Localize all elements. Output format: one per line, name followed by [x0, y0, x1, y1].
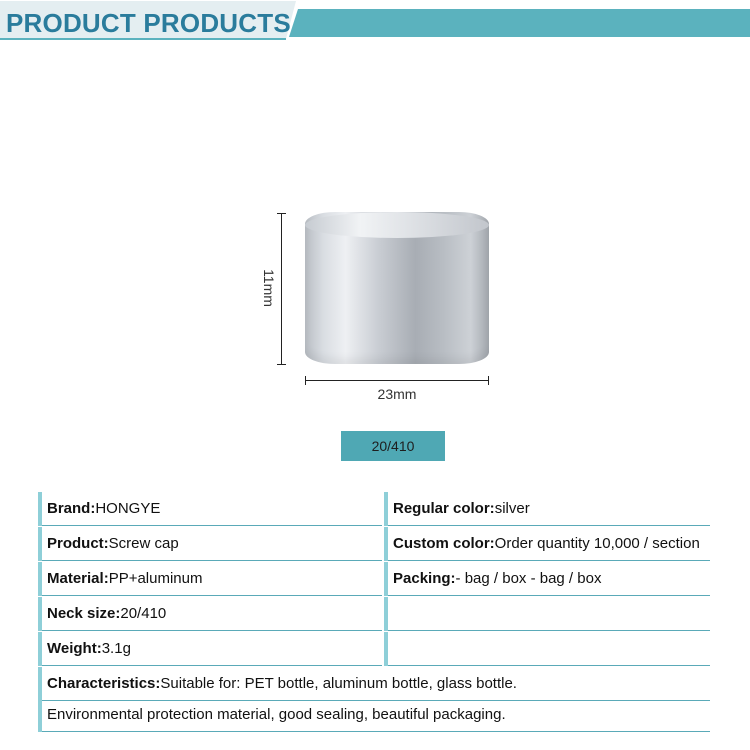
spec-cell-product [38, 527, 382, 561]
page-title: PRODUCT PRODUCTS [6, 8, 291, 38]
width-dimension-tick-right [488, 376, 489, 385]
spec-value: PP+aluminum [108, 570, 203, 587]
spec-row [38, 667, 710, 701]
spec-key: Custom color: [393, 535, 495, 552]
spec-row [38, 527, 710, 561]
row-underline [388, 560, 710, 561]
spec-cell-regular-color [384, 492, 710, 526]
height-dimension-tick-top [277, 213, 286, 214]
height-dimension-line [281, 213, 282, 365]
neck-size-badge: 20/410 [341, 431, 445, 461]
spec-key: Packing: [393, 570, 456, 587]
spec-cell-packing [384, 562, 710, 596]
width-dimension-tick-left [305, 376, 306, 385]
row-underline [388, 595, 710, 596]
spec-row [38, 597, 710, 631]
height-dimension-tick-bottom [277, 364, 286, 365]
product-figure [240, 200, 510, 410]
row-underline [42, 665, 382, 666]
spec-value: silver [494, 500, 530, 517]
spec-value: Order quantity 10,000 / section [494, 535, 700, 552]
row-underline [42, 630, 382, 631]
spec-key: Product: [47, 535, 109, 552]
spec-cell-note: Environmental protection material, good sealing, beautiful packaging. [47, 706, 506, 723]
width-dimension-line [305, 380, 489, 381]
row-underline [388, 525, 710, 526]
spec-key: Neck size: [47, 605, 121, 622]
spec-key: Characteristics: [47, 675, 161, 692]
row-underline [42, 560, 382, 561]
spec-cell-brand [38, 492, 382, 526]
spec-key: Weight: [47, 640, 102, 657]
spec-cell-weight [38, 632, 382, 666]
spec-cell-custom-color [384, 527, 710, 561]
row-underline [388, 665, 710, 666]
spec-row [38, 632, 710, 666]
row-underline [42, 525, 382, 526]
header-banner [0, 0, 750, 43]
spec-value: 3.1g [101, 640, 131, 657]
spec-value: HONGYE [95, 500, 161, 517]
height-dimension-label: 11mm [261, 269, 277, 307]
spec-table [0, 492, 750, 732]
spec-cell-material [38, 562, 382, 596]
spec-key: Regular color: [393, 500, 495, 517]
spec-row [38, 492, 710, 526]
spec-cell-neck-size [38, 597, 382, 631]
spec-key: Material: [47, 570, 109, 587]
screw-cap-top [305, 212, 489, 238]
row-underline [42, 731, 710, 732]
spec-key: Brand: [47, 500, 96, 517]
spec-row [38, 562, 710, 596]
row-underline [42, 595, 382, 596]
spec-cell-characteristics [38, 667, 710, 701]
spec-value: Screw cap [108, 535, 179, 552]
spec-cell-empty [384, 632, 710, 666]
spec-value: - bag / box - bag / box [455, 570, 602, 587]
spec-value: 20/410 [120, 605, 167, 622]
row-underline [388, 630, 710, 631]
width-dimension-label: 23mm [377, 386, 417, 402]
spec-cell-empty [384, 597, 710, 631]
spec-row [38, 698, 710, 732]
spec-value: Suitable for: PET bottle, aluminum bottle, glass bottle. [160, 675, 517, 692]
